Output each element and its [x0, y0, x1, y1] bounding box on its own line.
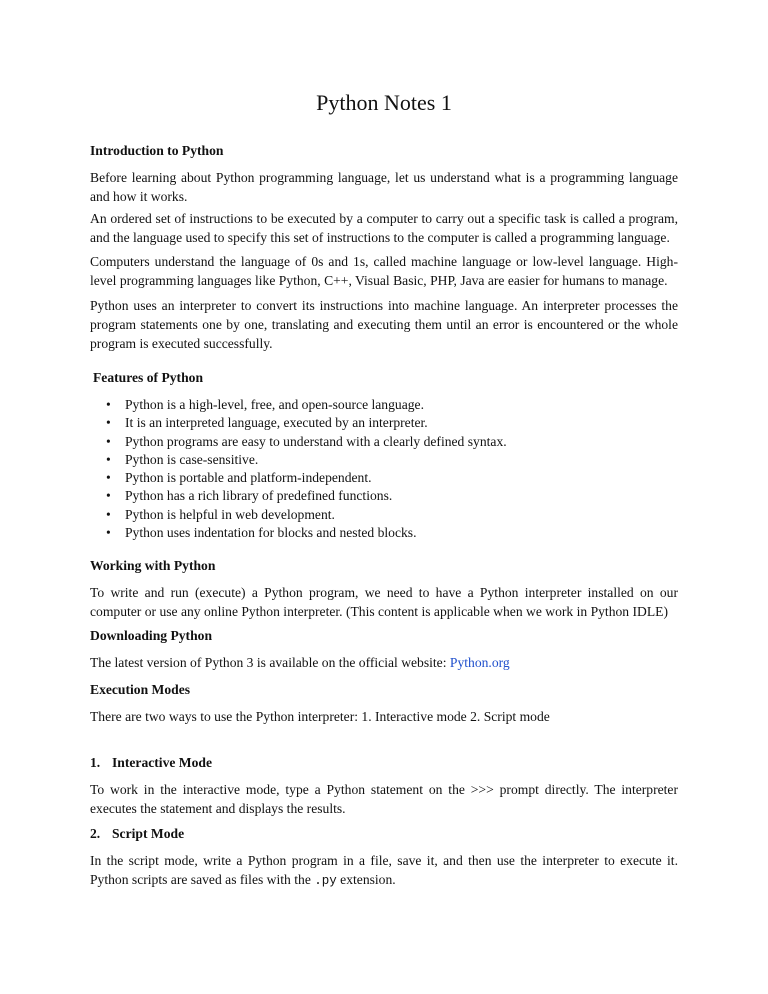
- script-paragraph-block: [90, 851, 678, 891]
- execution-heading: Execution Modes: [90, 682, 191, 697]
- script-paragraph: [90, 851, 678, 891]
- list-item: [90, 487, 678, 505]
- intro-section: [90, 141, 678, 160]
- interactive-heading-line: [90, 753, 678, 772]
- feature-text: Python is a high-level, free, and open-source language.: [125, 397, 424, 412]
- script-text-after: extension.: [336, 872, 396, 887]
- downloading-paragraph: [90, 653, 678, 672]
- features-list-block: [90, 396, 678, 542]
- bullet-icon: •: [106, 451, 111, 467]
- intro-paragraph-4-block: [90, 296, 678, 353]
- script-text-before: In the script mode, write a Python program in a file, save it, and then use the interpreter to execute it. Python scripts are saved as files with the: [90, 853, 678, 887]
- feature-text: Python is case-sensitive.: [125, 451, 259, 467]
- interactive-heading: Interactive Mode: [112, 755, 213, 770]
- list-item: [90, 524, 678, 542]
- bullet-icon: •: [106, 470, 111, 486]
- script-section: [90, 824, 678, 843]
- interactive-paragraph-block: [90, 780, 678, 818]
- feature-text: It is an interpreted language, executed by an interpreter.: [125, 415, 428, 431]
- list-item: [90, 469, 678, 487]
- intro-paragraph-1: Before learning about Python programming language, let us understand what is a programming language and how it works.: [90, 170, 678, 204]
- intro-paragraph-1-block: [90, 168, 678, 206]
- features-section: [93, 368, 681, 387]
- list-item: [90, 433, 678, 451]
- working-paragraph: To write and run (execute) a Python program, we need to have a Python interpreter installed on our computer or use any online Python interpreter. (This content is applicable when we work in Python IDLE): [90, 585, 678, 619]
- execution-paragraph-block: [90, 707, 678, 726]
- list-item: [90, 414, 678, 432]
- features-list: [90, 396, 678, 542]
- script-extension: .py: [314, 874, 337, 888]
- feature-text: Python uses indentation for blocks and nested blocks.: [125, 525, 417, 541]
- page-title: Python Notes 1: [316, 90, 452, 115]
- working-paragraph-block: [90, 583, 678, 621]
- interactive-text-after: prompt directly. The interpreter executes the statement and displays the results.: [90, 782, 678, 816]
- intro-paragraph-3: Computers understand the language of 0s and 1s, called machine language or low-level language. High-level programming languages like Python, C++, Visual Basic, PHP, Java are easier for humans to manage.: [90, 254, 678, 288]
- list-item: [90, 506, 678, 524]
- bullet-icon: •: [106, 397, 111, 412]
- interactive-prompt: >>>: [470, 782, 494, 797]
- interactive-section: [90, 753, 678, 772]
- interactive-text-before: To work in the interactive mode, type a Python statement on the: [90, 782, 471, 797]
- downloading-paragraph-block: [90, 653, 678, 672]
- intro-paragraph-4: Python uses an interpreter to convert its instructions into machine language. An interpreter processes the program statements one by one, translating and executing them until an error is encountered or the whole program is executed successfully.: [90, 298, 678, 351]
- feature-text: Python is portable and platform-independent.: [125, 470, 372, 486]
- intro-paragraph-3-block: [90, 252, 678, 290]
- feature-text: Python programs are easy to understand with a clearly defined syntax.: [125, 433, 507, 449]
- bullet-icon: •: [106, 433, 111, 449]
- intro-paragraph-2: An ordered set of instructions to be executed by a computer to carry out a specific task is called a program, and the language used to specify this set of instructions to the computer is called a programming language.: [90, 211, 678, 245]
- working-section: [90, 556, 678, 575]
- list-item: [90, 451, 678, 469]
- execution-paragraph: There are two ways to use the Python interpreter: 1. Interactive mode 2. Script mode: [90, 709, 550, 724]
- feature-text: Python has a rich library of predefined functions.: [125, 488, 393, 504]
- script-number: 2.: [90, 826, 101, 841]
- execution-section: [90, 680, 678, 699]
- working-heading: Working with Python: [90, 558, 216, 573]
- python-org-link[interactable]: Python.org: [449, 655, 510, 670]
- list-item: [90, 396, 678, 414]
- interactive-paragraph: [90, 780, 678, 818]
- downloading-section: [90, 626, 678, 645]
- feature-text: Python is helpful in web development.: [125, 506, 335, 522]
- bullet-icon: •: [106, 525, 111, 541]
- downloading-heading: Downloading Python: [90, 628, 212, 643]
- bullet-icon: •: [106, 506, 111, 522]
- bullet-icon: •: [106, 488, 111, 504]
- script-heading: Script Mode: [112, 826, 185, 841]
- bullet-icon: •: [106, 415, 111, 431]
- features-heading: Features of Python: [93, 370, 203, 385]
- interactive-number: 1.: [90, 755, 101, 770]
- script-heading-line: [90, 824, 678, 843]
- intro-heading: Introduction to Python: [90, 143, 224, 158]
- intro-paragraph-2-block: [90, 209, 678, 247]
- downloading-text: The latest version of Python 3 is available on the official website:: [90, 655, 450, 670]
